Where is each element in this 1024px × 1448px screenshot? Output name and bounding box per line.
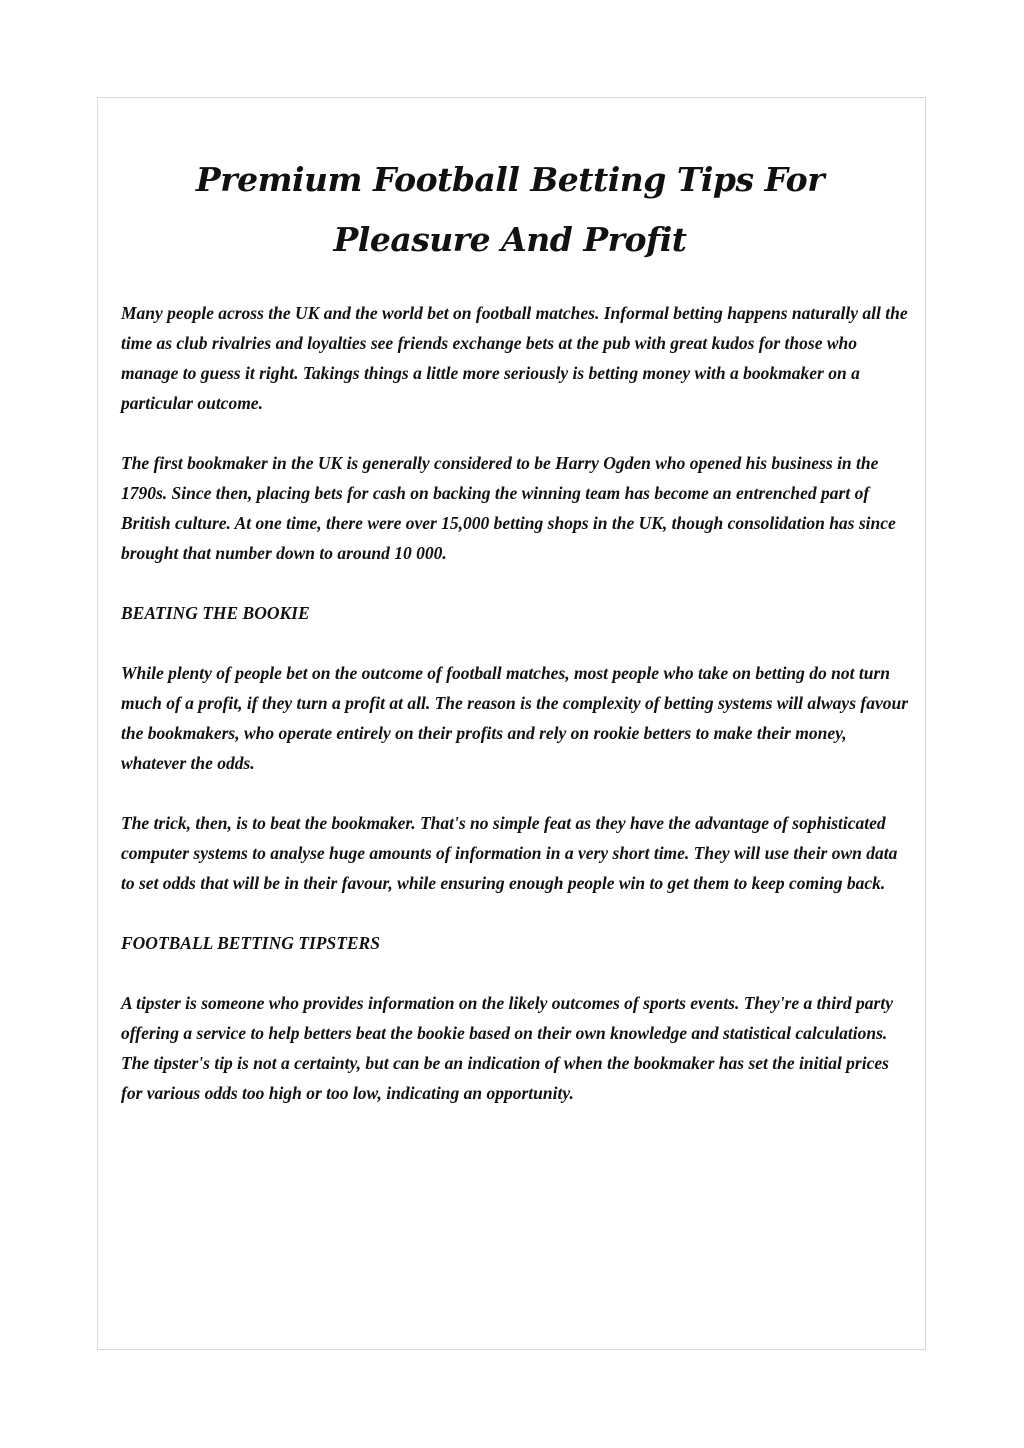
section-heading-beating-the-bookie: BEATING THE BOOKIE [121,603,310,623]
section-heading-tipsters: FOOTBALL BETTING TIPSTERS [121,933,380,953]
paragraph-tipster: A tipster is someone who provides information on the likely outcomes of sports events. They're a third party offering a service to help betters beat the bookie based on their own knowledge and statistical calculations. The tipster's tip is not a certainty, but can be an indication of when the bookmaker has set the initial prices for various odds too high or too low, indicating an opportunity. [121,993,893,1103]
document-body [121,298,911,1138]
paragraph-profit: While plenty of people bet on the outcome of football matches, most people who take on betting do not turn much of a profit, if they turn a profit at all. The reason is the complexity of betting systems will always favour the bookmakers, who operate entirely on their profits and rely on rookie betters to make their money, whatever the odds. [121,663,909,773]
paragraph-intro: Many people across the UK and the world bet on football matches. Informal betting happens naturally all the time as club rivalries and loyalties see friends exchange bets at the pub with great kudos for those who manage to guess it right. Takings things a little more seriously is betting money with a bookmaker on a particular outcome. [121,303,908,413]
paragraph-trick: The trick, then, is to beat the bookmaker. That's no simple feat as they have the advantage of sophisticated computer systems to analyse huge amounts of information in a very short time. They will use their own data to set odds that will be in their favour, while ensuring enough people win to get them to keep coming back. [121,813,898,893]
paragraph-history: The first bookmaker in the UK is generally considered to be Harry Ogden who opened his business in the 1790s. Since then, placing bets for cash on backing the winning team has become an entrenched part of British culture. At one time, there were over 15,000 betting shops in the UK, though consolidation has since brought that number down to around 10 000. [121,453,896,563]
document-title: Premium Football Betting Tips For Pleasure And Profit [195,160,825,259]
